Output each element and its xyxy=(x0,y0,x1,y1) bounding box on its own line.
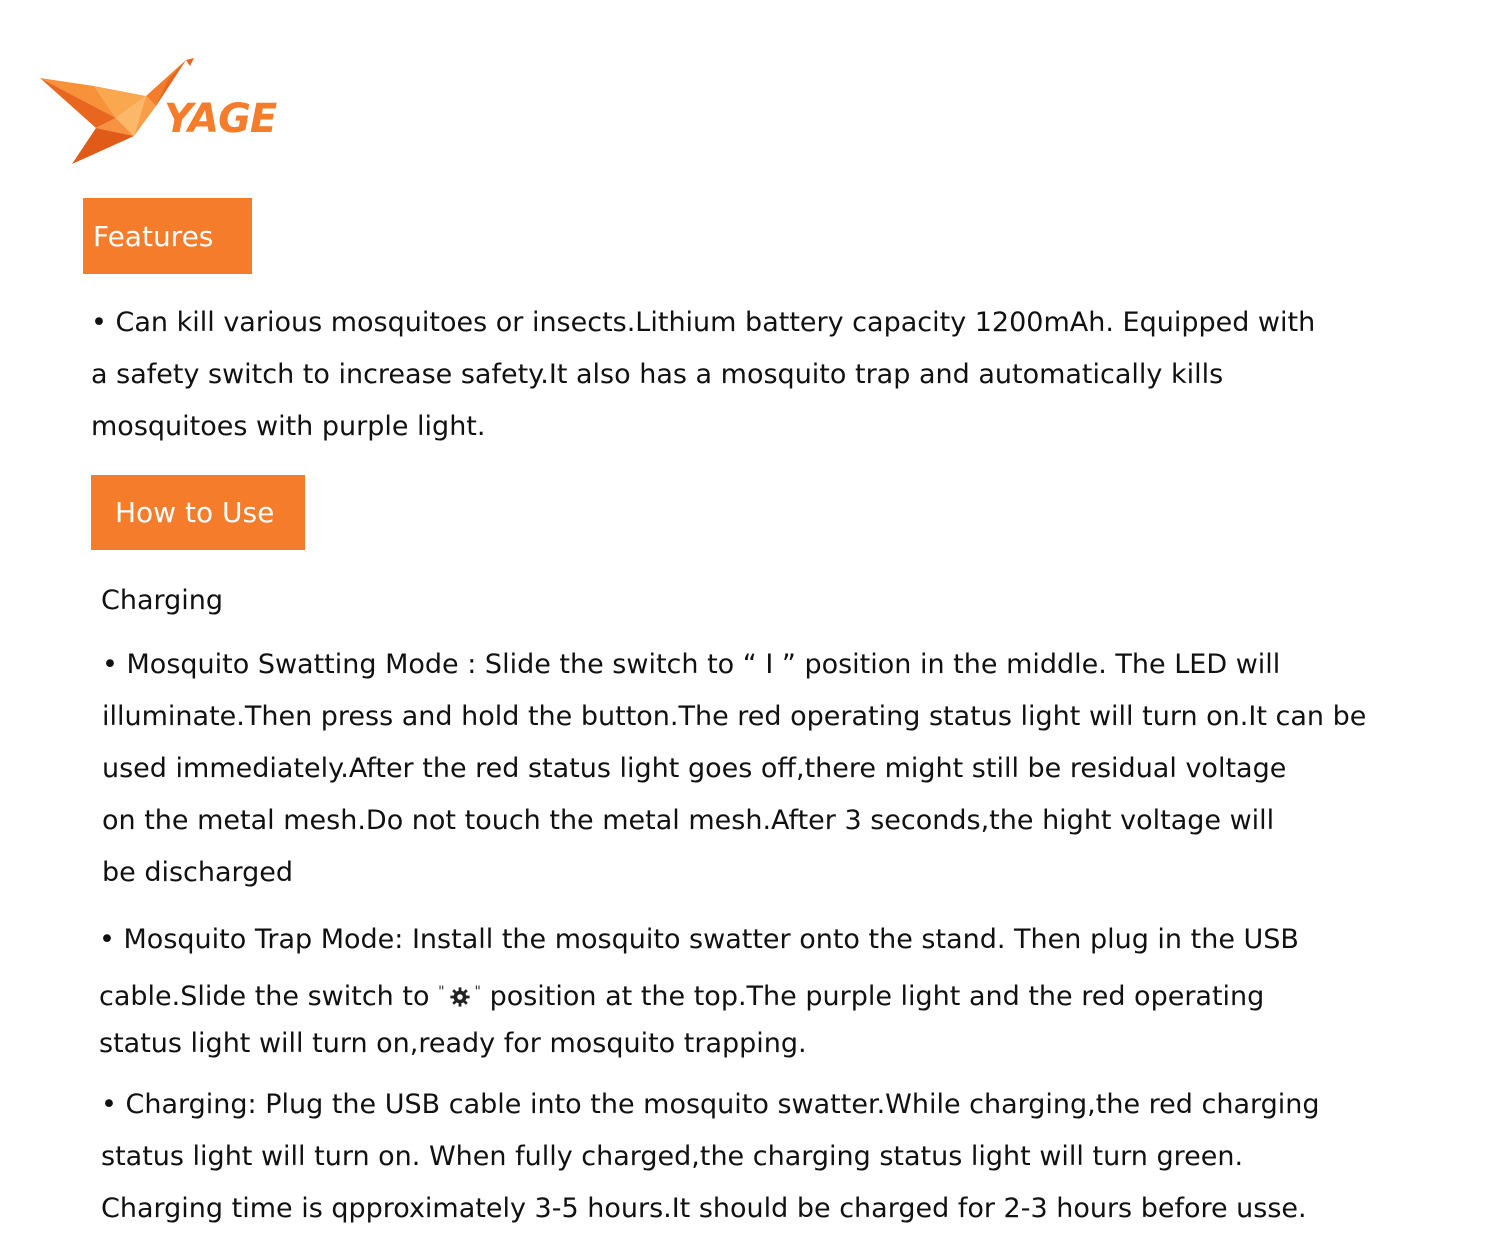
swatting-line: be discharged xyxy=(102,857,294,888)
close-quote: " xyxy=(474,984,481,1000)
swatting-line: on the metal mesh.Do not touch the metal mesh.After 3 seconds,the hight voltage will xyxy=(102,805,1275,836)
swatting-line: illuminate.Then press and hold the button.The red operating status light will turn on.It can be xyxy=(102,701,1367,732)
charging-title-text: Charging xyxy=(101,585,224,616)
open-quote: " xyxy=(438,984,445,1000)
charging-paragraph xyxy=(101,1079,1320,1235)
features-line: mosquitoes with purple light. xyxy=(91,411,486,442)
charging-line: Charging time is qpproximately 3-5 hours.It should be charged for 2-3 hours before usse. xyxy=(101,1193,1307,1224)
trap-line xyxy=(99,966,1299,1018)
gear-icon xyxy=(449,986,471,1008)
swatting-line: used immediately.After the red status light goes off,there might still be residual voltage xyxy=(102,753,1287,784)
charging-line: status light will turn on. When fully charged,the charging status light will turn green. xyxy=(101,1141,1244,1172)
features-line: • Can kill various mosquitoes or insects.Lithium battery capacity 1200mAh. Equipped with xyxy=(91,307,1316,338)
features-section-label: Features xyxy=(83,198,252,274)
trap-line-text: cable.Slide the switch to xyxy=(99,981,430,1012)
trap-line: • Mosquito Trap Mode: Install the mosquito swatter onto the stand. Then plug in the USB xyxy=(99,924,1299,955)
features-line: a safety switch to increase safety.It also has a mosquito trap and automatically kills xyxy=(91,359,1224,390)
trap-mode-paragraph xyxy=(99,914,1299,1070)
swatting-mode-paragraph xyxy=(102,639,1366,899)
charging-line: • Charging: Plug the USB cable into the mosquito swatter.While charging,the red charging xyxy=(101,1089,1320,1120)
features-paragraph xyxy=(91,297,1315,453)
how-to-use-section-label: How to Use xyxy=(91,475,305,550)
brand-name: YAGE xyxy=(164,96,277,142)
trap-line-text: position at the top.The purple light and the red operating xyxy=(489,981,1265,1012)
charging-title xyxy=(101,575,223,627)
swatting-line: • Mosquito Swatting Mode : Slide the switch to “ I ” position in the middle. The LED will xyxy=(102,649,1281,680)
trap-line: status light will turn on,ready for mosquito trapping. xyxy=(99,1028,807,1059)
